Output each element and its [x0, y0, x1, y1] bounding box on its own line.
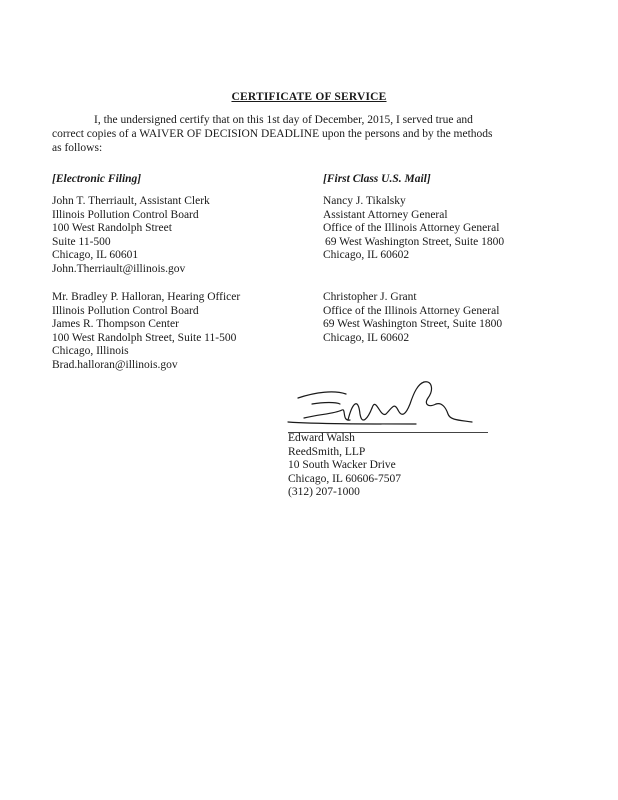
signatory-street: 10 South Wacker Drive: [288, 459, 396, 472]
recipient-org: Illinois Pollution Control Board: [52, 208, 199, 221]
recipient-street: 100 West Randolph Street: [52, 222, 172, 235]
signatory-name: Edward Walsh: [288, 432, 355, 444]
recipient-city: Chicago, Illinois: [52, 345, 129, 358]
signatory-firm: ReedSmith, LLP: [288, 445, 366, 458]
recipient-city: Chicago, IL 60602: [323, 249, 410, 262]
recipient-building: James R. Thompson Center: [52, 318, 179, 331]
recipient-org: Illinois Pollution Control Board: [52, 304, 199, 317]
recipient-suite: Suite 11-500: [52, 235, 111, 248]
recipient-email: John.Therriault@illinois.gov: [52, 262, 186, 275]
recipient-block-therriault: [52, 195, 210, 277]
signatory-block: [288, 432, 401, 500]
first-class-mail-heading: [First Class U.S. Mail]: [323, 173, 431, 185]
recipient-name: Christopher J. Grant: [323, 291, 417, 303]
intro-line: I, the undersigned certify that on this 1st day of December, 2015, I served true and: [94, 114, 473, 126]
recipient-name: Nancy J. Tikalsky: [323, 195, 406, 207]
electronic-filing-heading: [Electronic Filing]: [52, 173, 142, 185]
recipient-title: Assistant Attorney General: [323, 208, 448, 221]
recipient-email: Brad.halloran@illinois.gov: [52, 358, 178, 371]
recipient-name: John T. Therriault, Assistant Clerk: [52, 195, 210, 207]
recipient-street: 100 West Randolph Street, Suite 11-500: [52, 331, 237, 344]
recipient-block-halloran: [52, 291, 240, 373]
document-title: CERTIFICATE OF SERVICE: [231, 91, 387, 103]
intro-line: correct copies of a WAIVER OF DECISION DEADLINE upon the persons and by the methods: [52, 128, 493, 140]
intro-paragraph: [52, 113, 572, 155]
signatory-city: Chicago, IL 60606-7507: [288, 472, 401, 485]
recipient-org: Office of the Illinois Attorney General: [323, 304, 500, 317]
handwritten-signature: [276, 374, 486, 438]
recipient-street: 69 West Washington Street, Suite 1800: [323, 318, 503, 331]
recipient-name: Mr. Bradley P. Halloran, Hearing Officer: [52, 291, 241, 303]
recipient-block-tikalsky: [323, 195, 504, 263]
intro-line: as follows:: [52, 142, 103, 154]
recipient-street: 69 West Washington Street, Suite 1800: [325, 235, 505, 248]
recipient-city: Chicago, IL 60602: [323, 331, 410, 344]
recipient-city: Chicago, IL 60601: [52, 249, 139, 262]
signatory-phone: (312) 207-1000: [288, 486, 360, 499]
recipient-block-grant: [323, 291, 502, 345]
recipient-org: Office of the Illinois Attorney General: [323, 222, 500, 235]
